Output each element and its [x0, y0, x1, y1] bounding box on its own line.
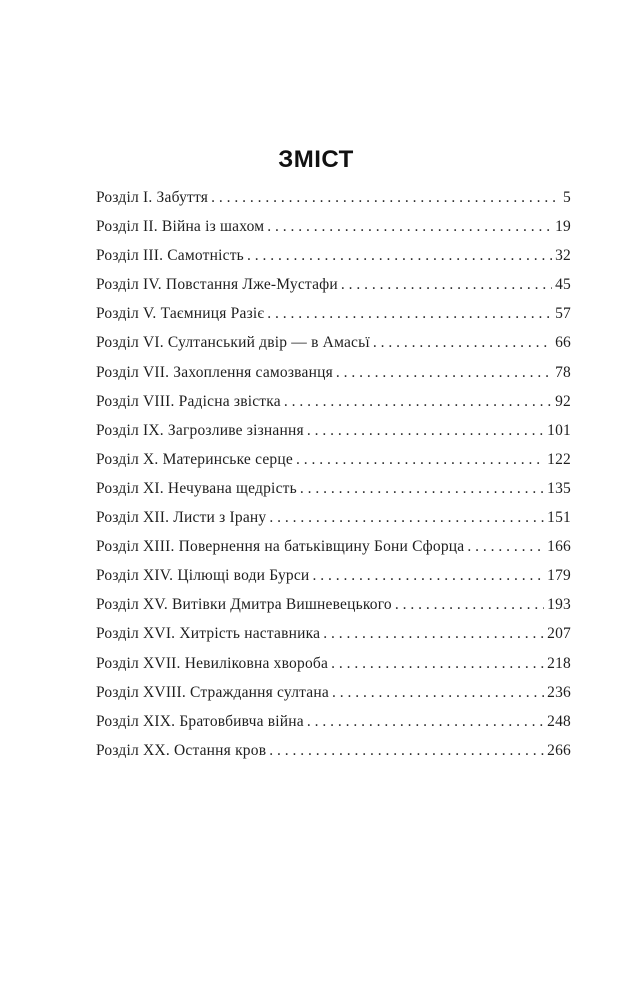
toc-entry — [96, 480, 571, 509]
toc-entry-page: 193 — [547, 596, 571, 614]
dot-leader — [296, 451, 544, 469]
toc-entry-label: Розділ XVII. Невиліковна хвороба — [96, 654, 329, 672]
toc-entry-label: Розділ III. Самотність — [96, 247, 244, 265]
dot-leader — [300, 480, 544, 498]
toc-entry-page: 151 — [547, 509, 571, 527]
toc-entry — [96, 334, 571, 363]
toc-entry-page: 32 — [555, 247, 571, 265]
dot-leader — [332, 684, 544, 702]
toc-entry-label: Розділ XV. Витівки Дмитра Вишневецького — [96, 596, 392, 614]
dot-leader — [211, 189, 558, 207]
toc-entry-page: 207 — [547, 625, 571, 643]
toc-entry — [96, 364, 571, 393]
toc-entry-label: Розділ XIV. Цілющі води Бурси — [96, 567, 310, 585]
toc-entry-page: 78 — [555, 363, 571, 381]
toc-entry — [96, 276, 571, 305]
dot-leader — [267, 305, 552, 323]
toc-entry — [96, 742, 571, 771]
toc-entry-label: Розділ V. Таємниця Разіє — [96, 305, 265, 323]
toc-entry-label: Розділ VIII. Радісна звістка — [96, 392, 281, 410]
toc-entry — [96, 684, 571, 713]
dot-leader — [331, 655, 544, 673]
toc-entry-page: 122 — [547, 450, 571, 468]
toc-entry — [96, 655, 571, 684]
toc-entry-label: Розділ IV. Повстання Лже-Мустафи — [96, 276, 338, 294]
toc-entry-label: Розділ IX. Загрозливе зізнання — [96, 421, 304, 439]
toc-entry — [96, 509, 571, 538]
toc-entry — [96, 538, 571, 567]
dot-leader — [341, 276, 552, 294]
dot-leader — [373, 334, 552, 352]
dot-leader — [247, 247, 552, 265]
toc-entry — [96, 451, 571, 480]
dot-leader — [323, 625, 544, 643]
toc-entry-label: Розділ I. Забуття — [96, 189, 209, 206]
toc-entry-page: 135 — [547, 479, 571, 497]
toc-entry-page: 218 — [547, 654, 571, 672]
toc-entry — [96, 218, 571, 247]
toc-entry-label: Розділ XII. Листи з Ірану — [96, 509, 267, 527]
toc-entry-page: 236 — [547, 683, 571, 701]
toc-entry-page: 19 — [555, 218, 571, 236]
table-of-contents — [96, 189, 571, 771]
toc-entry-page: 179 — [547, 567, 571, 585]
toc-entry — [96, 422, 571, 451]
dot-leader — [307, 713, 544, 731]
toc-entry-page: 248 — [547, 712, 571, 730]
toc-entry — [96, 596, 571, 625]
toc-entry-page: 92 — [555, 392, 571, 410]
toc-entry-label: Розділ X. Материнське серце — [96, 450, 293, 468]
toc-entry — [96, 305, 571, 334]
toc-entry-label: Розділ XIX. Братовбивча війна — [96, 712, 304, 730]
toc-entry-label: Розділ VII. Захоплення самозванця — [96, 363, 333, 381]
toc-entry-page: 45 — [555, 276, 571, 294]
toc-entry-page: 66 — [555, 334, 571, 352]
toc-entry-page: 101 — [547, 421, 571, 439]
toc-entry-label: Розділ XIII. Повернення на батьківщину Бони Сфорца — [96, 538, 465, 556]
dot-leader — [307, 422, 544, 440]
toc-entry-label: Розділ VI. Султанський двір — в Амасьї — [96, 334, 370, 352]
dot-leader — [336, 364, 552, 382]
toc-entry-label: Розділ XX. Остання кров — [96, 741, 267, 759]
page-title: ЗМІСТ — [278, 146, 354, 173]
dot-leader — [312, 567, 544, 585]
dot-leader — [269, 742, 544, 760]
toc-entry-page: 166 — [547, 538, 571, 556]
dot-leader — [395, 596, 544, 614]
toc-entry-page: 266 — [547, 741, 571, 759]
toc-entry — [96, 567, 571, 596]
toc-entry — [96, 393, 571, 422]
toc-entry — [96, 713, 571, 742]
dot-leader — [284, 393, 552, 411]
toc-entry-label: Розділ XI. Нечувана щедрість — [96, 479, 297, 497]
dot-leader — [467, 538, 544, 556]
toc-entry-page: 5 — [563, 189, 571, 206]
toc-entry — [96, 247, 571, 276]
toc-entry-page: 57 — [555, 305, 571, 323]
toc-entry-label: Розділ XVIII. Страждання султана — [96, 683, 329, 701]
toc-entry-label: Розділ II. Війна із шахом — [96, 218, 265, 236]
toc-entry — [96, 625, 571, 654]
dot-leader — [267, 218, 552, 236]
toc-entry-label: Розділ XVI. Хитрість наставника — [96, 625, 321, 643]
toc-entry — [96, 189, 571, 218]
dot-leader — [269, 509, 544, 527]
